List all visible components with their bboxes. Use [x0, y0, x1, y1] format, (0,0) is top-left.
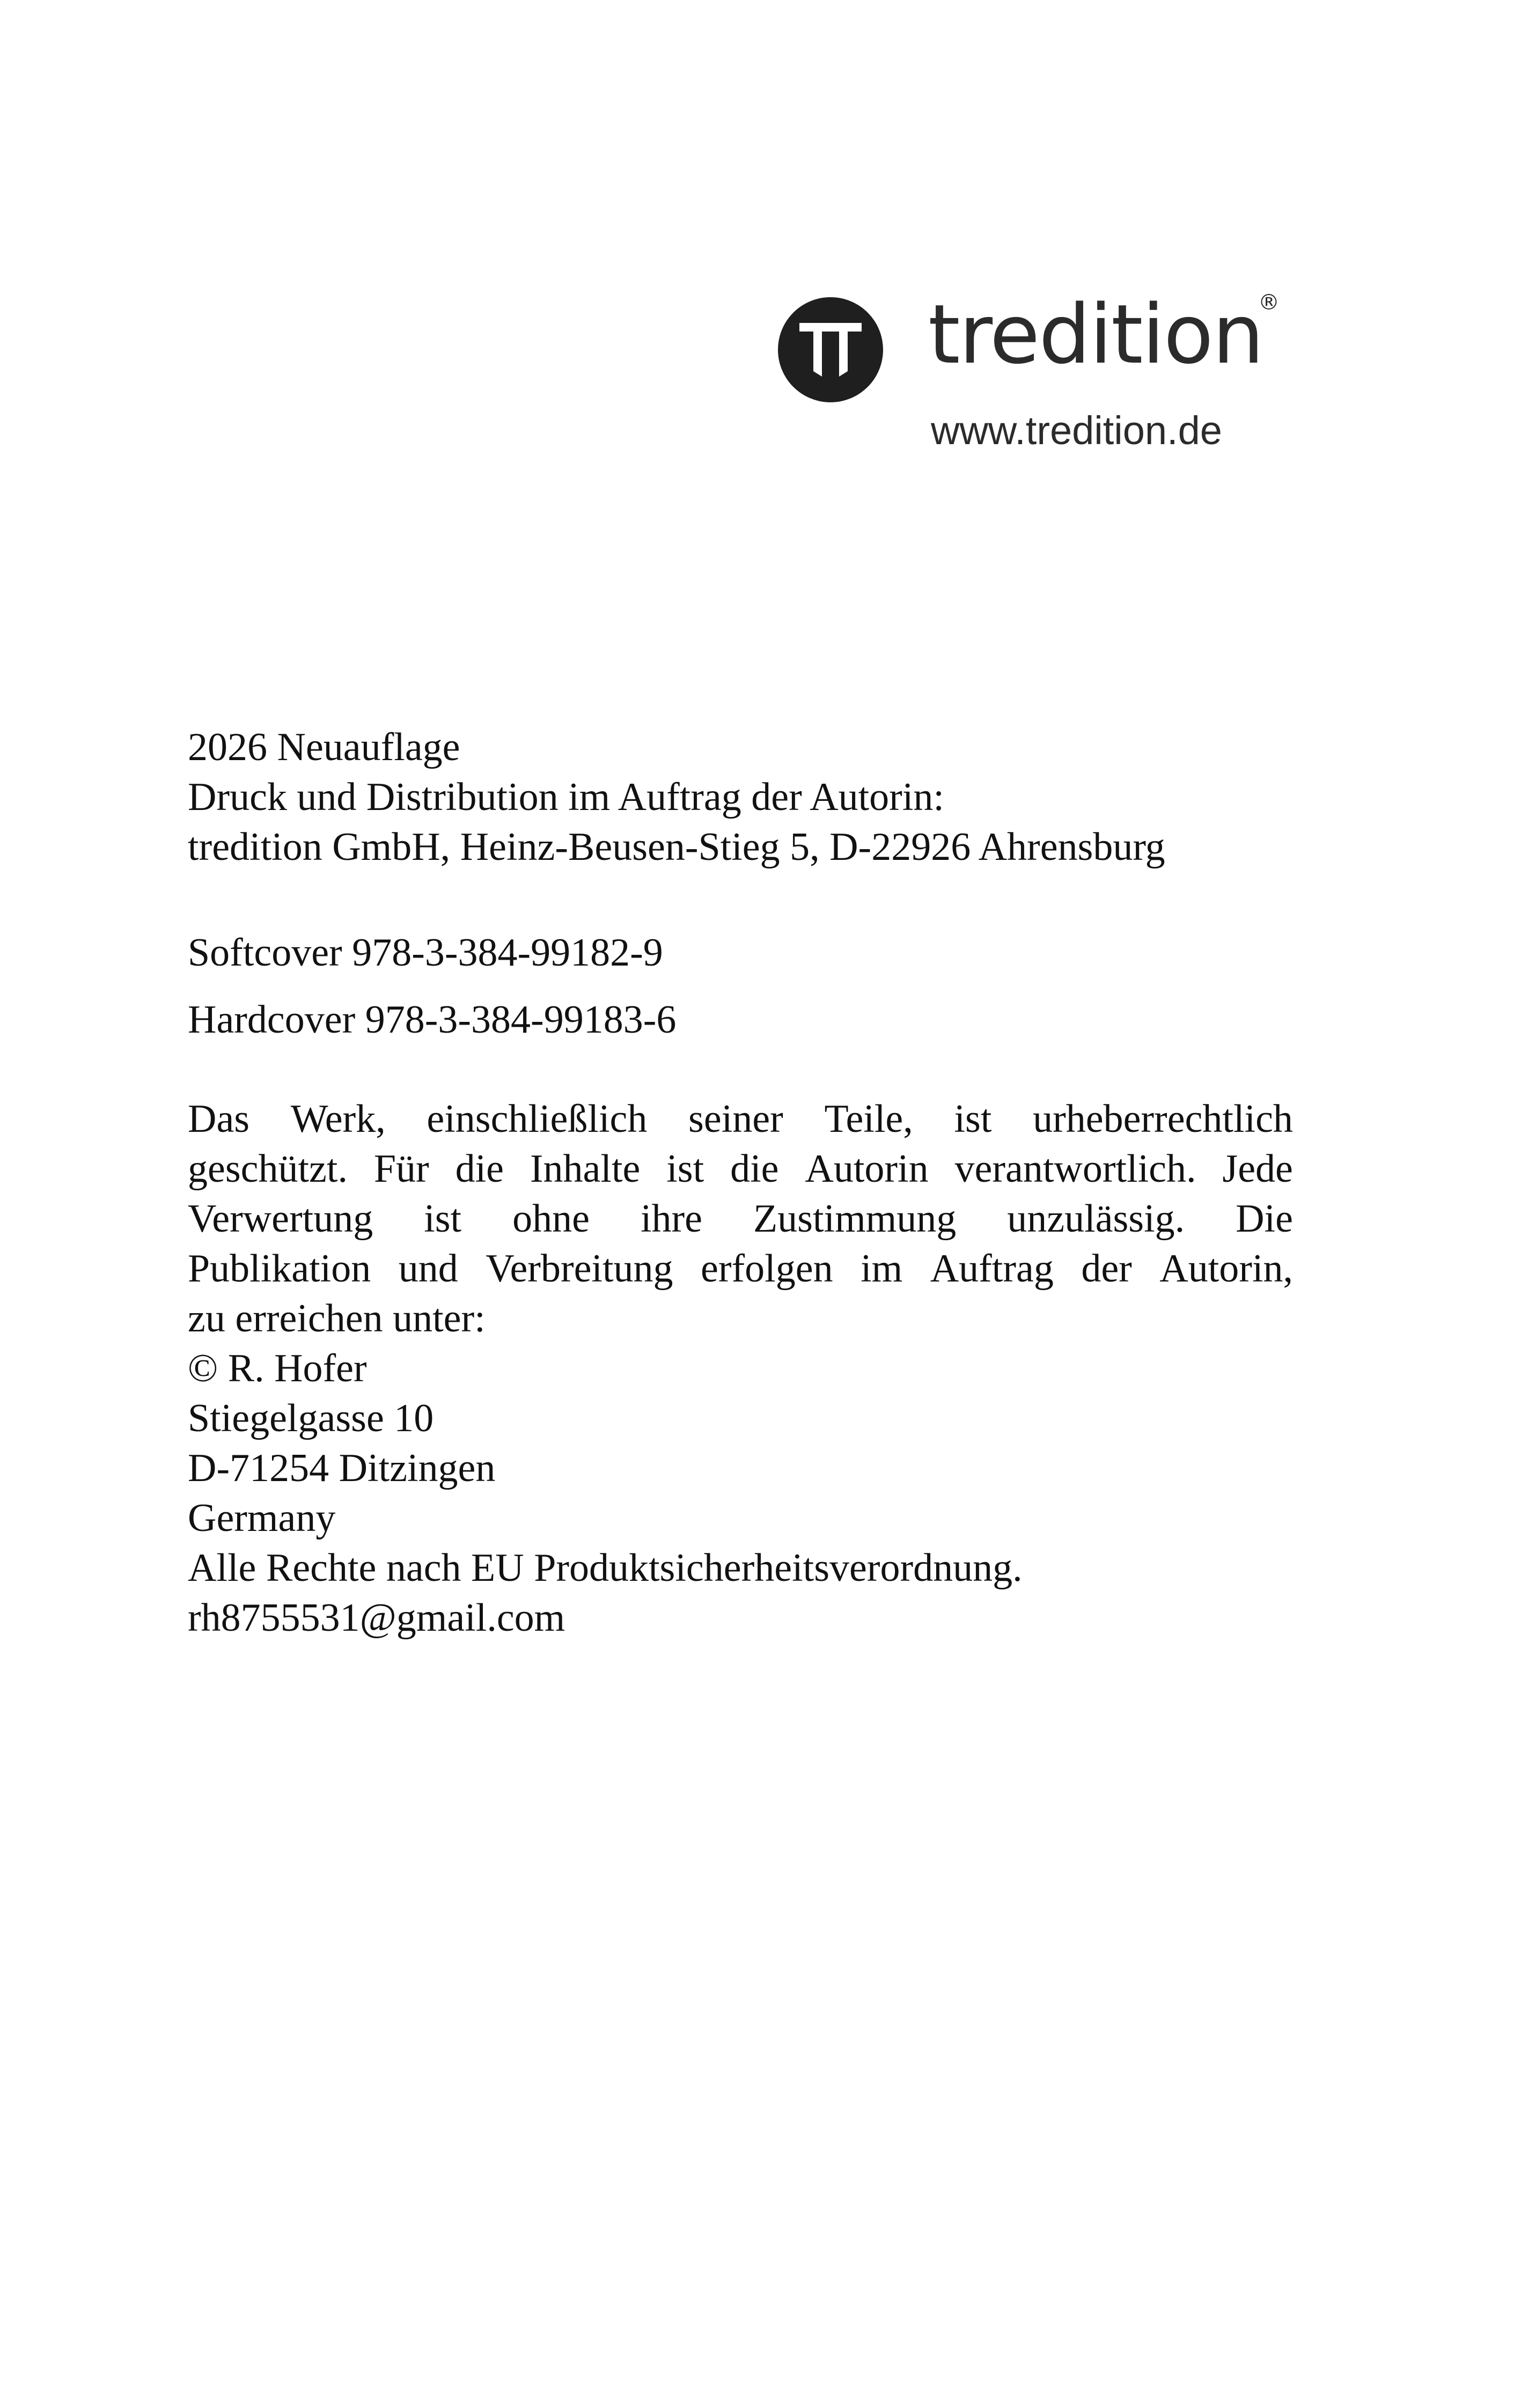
registered-mark: ® — [1258, 290, 1280, 315]
logo-url: www.tredition.de — [931, 408, 1222, 453]
edition-line: 2026 Neuauflage — [188, 725, 460, 769]
copyright-word: unzulässig. — [1007, 1197, 1185, 1241]
isbn-softcover-block — [188, 928, 1293, 978]
publisher-logo — [773, 287, 1309, 467]
isbn-hardcover: Hardcover 978-3-384-99183-6 — [188, 998, 677, 1042]
tredition-mark-icon — [777, 296, 884, 403]
author-country: Germany — [188, 1496, 336, 1540]
copyright-word: urheberrechtlich — [1033, 1097, 1293, 1141]
copyright-line — [188, 1094, 1293, 1144]
imprint-block — [188, 723, 1293, 872]
rights-line: Alle Rechte nach EU Produktsicherheitsverordnung. — [188, 1546, 1023, 1590]
copyright-word: seiner — [688, 1097, 783, 1141]
copyright-block — [188, 1094, 1293, 1643]
copyright-word: Werk, — [290, 1097, 386, 1141]
copyright-justified — [188, 1094, 1293, 1294]
copyright-word: Für — [373, 1147, 429, 1191]
copyright-word: und — [398, 1247, 458, 1291]
copyright-word: Zustimmung — [753, 1197, 957, 1241]
copyright-word: Jede — [1222, 1147, 1293, 1191]
copyright-word: die — [730, 1147, 779, 1191]
copyright-word: einschließlich — [427, 1097, 648, 1141]
copyright-word: die — [455, 1147, 504, 1191]
copyright-word: Verbreitung — [486, 1247, 673, 1291]
copyright-word: Auftrag — [930, 1247, 1054, 1291]
copyright-word: ihre — [640, 1197, 702, 1241]
copyright-word: Verwertung — [188, 1197, 373, 1241]
publisher-line: tredition GmbH, Heinz-Beusen-Stieg 5, D-22926 Ahrensburg — [188, 825, 1165, 869]
copyright-word: geschützt. — [188, 1147, 348, 1191]
copyright-word: Inhalte — [530, 1147, 641, 1191]
author-email: rh8755531@gmail.com — [188, 1596, 565, 1640]
copyright-line — [188, 1244, 1293, 1294]
copyright-lines — [188, 1294, 1293, 1643]
copyright-word: Publikation — [188, 1247, 371, 1291]
print-line: Druck und Distribution im Auftrag der Autorin: — [188, 775, 944, 819]
copyright-line — [188, 1194, 1293, 1244]
copyright-word: ist — [954, 1097, 992, 1141]
copyright-word: im — [861, 1247, 903, 1291]
copyright-word: Die — [1236, 1197, 1293, 1241]
copyright-word: verantwortlich. — [954, 1147, 1196, 1191]
author-name: © R. Hofer — [188, 1346, 367, 1390]
isbn-hardcover-block — [188, 995, 1293, 1045]
copyright-word: Autorin, — [1159, 1247, 1293, 1291]
copyright-word: Teile, — [824, 1097, 913, 1141]
copyright-word: ohne — [512, 1197, 590, 1241]
contact-intro: zu erreichen unter: — [188, 1297, 486, 1341]
copyright-line — [188, 1144, 1293, 1194]
copyright-word: ist — [666, 1147, 704, 1191]
author-street: Stiegelgasse 10 — [188, 1396, 434, 1440]
copyright-word: der — [1081, 1247, 1132, 1291]
copyright-word: ist — [424, 1197, 462, 1241]
logo-wordmark: tredition — [928, 287, 1263, 382]
isbn-softcover: Softcover 978-3-384-99182-9 — [188, 931, 663, 975]
copyright-word: erfolgen — [701, 1247, 833, 1291]
copyright-word: Autorin — [805, 1147, 929, 1191]
copyright-word: Das — [188, 1097, 250, 1141]
author-city: D-71254 Ditzingen — [188, 1446, 496, 1490]
